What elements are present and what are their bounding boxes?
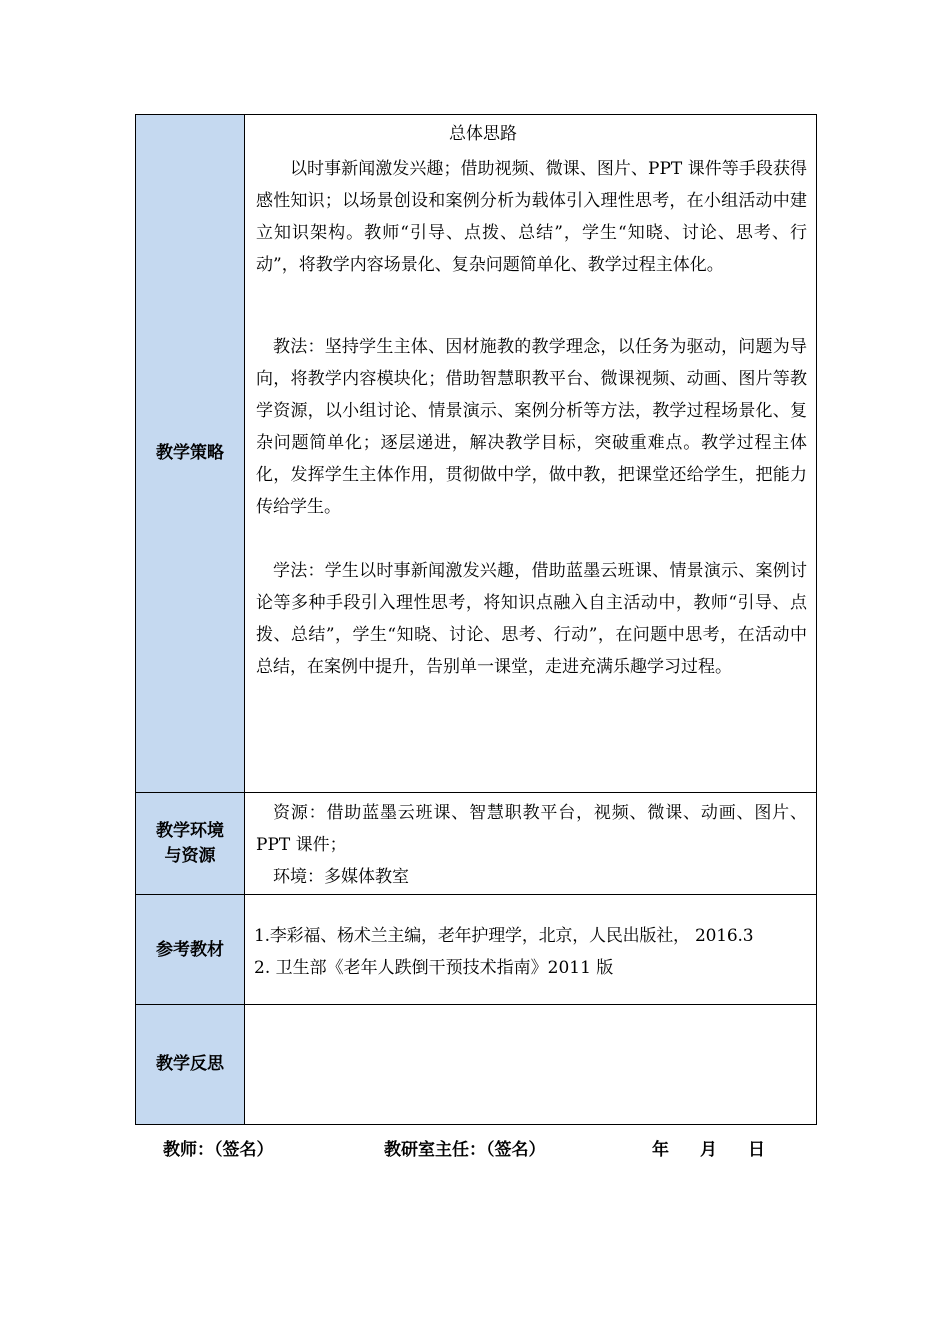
reference-materials-content: [246, 895, 816, 1005]
row-environment-resources: [136, 792, 816, 895]
reference-1: 1.李彩福、杨术兰主编，老年护理学，北京，人民出版社， 2016.3: [254, 926, 754, 946]
date-month: 月: [700, 1140, 717, 1160]
row-teaching-reflection: [136, 1004, 816, 1124]
row-teaching-strategy: [136, 115, 816, 792]
overall-approach-paragraph: 以时事新闻激发兴趣；借助视频、微课、图片、PPT 课件等手段获得感性知识；以场景创设和案例分析为载体引入理性思考，在小组活动中建立知识架构。教师“引导、点拨、总结”，学生“知晓、讨论、思考、行动”，将教学内容场景化、复杂问题简单化、教学过程主体化。: [256, 159, 807, 275]
teaching-strategy-content: [246, 115, 816, 792]
label-line-2: 与资源: [164, 846, 216, 866]
environment-text: 环境：多媒体教室: [273, 867, 409, 887]
date-day: 日: [748, 1140, 765, 1160]
row-reference-materials: [136, 894, 816, 1005]
signature-footer: [0, 1135, 950, 1163]
label-teaching-reflection: 教学反思: [136, 1005, 245, 1124]
section-heading: 总体思路: [449, 124, 517, 144]
learning-method-paragraph: 学法：学生以时事新闻激发兴趣，借助蓝墨云班课、情景演示、案例讨论等多种手段引入理性思考，将知识点融入自主活动中，教师“引导、点拨、总结”，学生“知晓、讨论、思考、行动”，在问题中思考，在活动中总结，在案例中提升，告别单一课堂，走进充满乐趣学习过程。: [256, 561, 807, 677]
reference-2: 2. 卫生部《老年人跌倒干预技术指南》2011 版: [254, 958, 614, 978]
director-signature: 教研室主任：（签名）: [384, 1140, 546, 1160]
teaching-reflection-content[interactable]: [246, 1005, 816, 1124]
label-teaching-strategy: 教学策略: [136, 115, 245, 792]
date-year: 年: [652, 1140, 669, 1160]
label-line-1: 教学环境: [156, 821, 224, 841]
teacher-signature: 教师：（签名）: [163, 1140, 274, 1160]
teaching-method-paragraph: 教法：坚持学生主体、因材施教的教学理念，以任务为驱动，问题为导向，将教学内容模块化；借助智慧职教平台、微课视频、动画、图片等教学资源，以小组讨论、情景演示、案例分析等方法，教学过程场景化、复杂问题简单化；逐层递进，解决教学目标，突破重难点。教学过程主体化，发挥学生主体作用，贯彻做中学，做中教，把课堂还给学生，把能力传给学生。: [256, 337, 807, 517]
lesson-plan-table: [135, 114, 817, 1125]
environment-resources-content: [246, 793, 816, 895]
label-environment-resources: [136, 793, 245, 895]
resources-text: 资源：借助蓝墨云班课、智慧职教平台，视频、微课、动画、图片、PPT 课件；: [256, 803, 807, 855]
label-reference-materials: 参考教材: [136, 895, 245, 1005]
